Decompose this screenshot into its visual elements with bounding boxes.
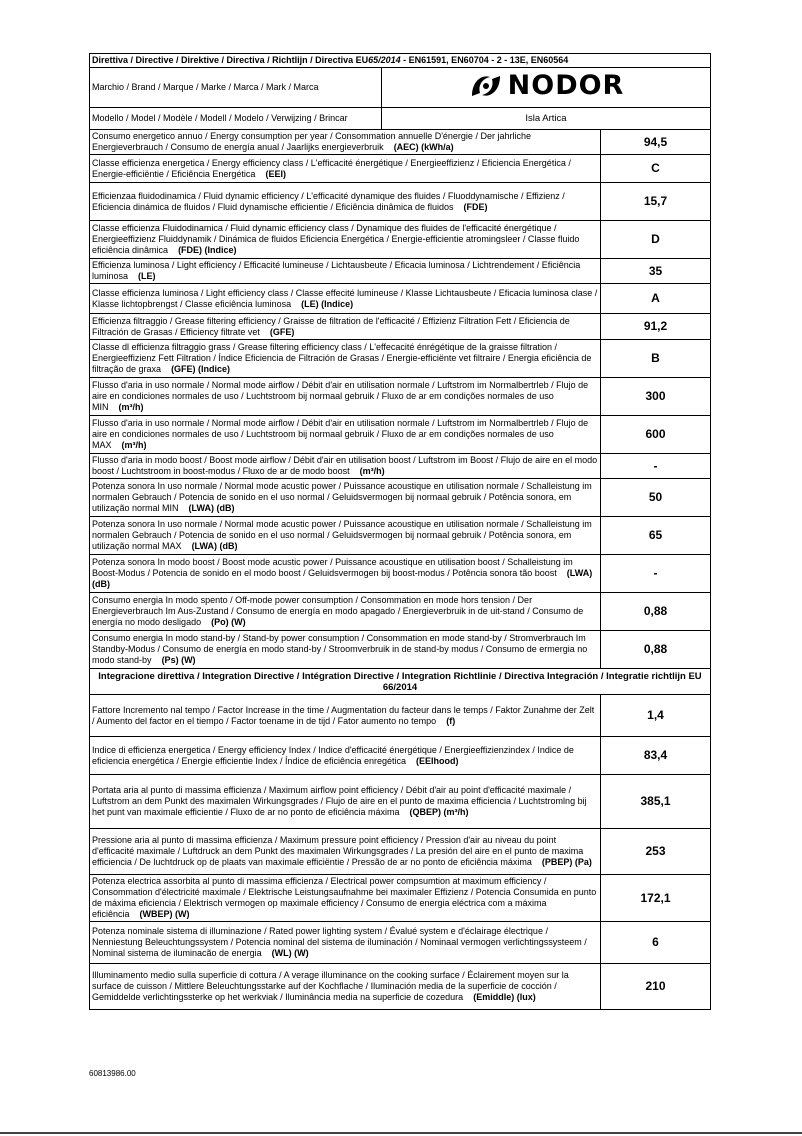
spec-symbol: (FDE) (Indice) bbox=[178, 245, 237, 255]
spec-text: Classe dl efficienza filtraggio grass / Grease filtering efficiency class / L'effecacité énrégétique de la graisse filtration / Energieeffizienz Fett Filtration / Índice Eficiencia de Filtración de Grasas / Energie-efficiënte vet filtraire / Energia eficiência de filtração de graxa bbox=[92, 342, 592, 374]
spec-description bbox=[90, 631, 601, 669]
spec-description bbox=[90, 593, 601, 631]
integration-section-row bbox=[90, 669, 711, 695]
spec-row bbox=[90, 695, 711, 737]
model-value: Isla Artica bbox=[382, 108, 711, 130]
spec-symbol: (m³/h) bbox=[359, 466, 385, 476]
spec-text: Pressione aria al punto di massima efficienza / Maximum pressure point efficiency / Pression d'air au niveau du point d'efficacité maximale / Luftdruck an dem Punkt des maximalen Wirkungsgrades / La presión del aire en el punto de maxima efficiencia / De luchtdruck op de plaats van maximale efficiëntie / Pressão de ar no ponto de eficiência máxima bbox=[92, 835, 584, 867]
spec-row bbox=[90, 221, 711, 259]
spec-symbol: (LE) (Indice) bbox=[301, 298, 354, 309]
spec-description bbox=[90, 259, 601, 284]
spec-value: 385,1 bbox=[601, 775, 711, 829]
spec-description bbox=[90, 416, 601, 454]
spec-text: Efficienza filtraggio / Grease filtering efficiency / Graisse de filtration de l'efficacité / Effizienz Filtration Fett / Eficiencia de Filtración de Grasas / Efficiency filtrate vet bbox=[92, 315, 570, 337]
spec-symbol: (m³/h) bbox=[118, 402, 144, 412]
spec-value: - bbox=[601, 555, 711, 593]
spec-text: Consumo energia In modo stand-by / Stand-by power consumption / Consommation en mode stand-by / Stromverbrauch Im Standby-Modus / Consumo de energía en modo stand-by / Stroomverbruik in de stand-by modus / Consumo de ermergia no modo stand-by bbox=[92, 633, 588, 665]
spec-value: 172,1 bbox=[601, 875, 711, 922]
spec-symbol: (AEC) (kWh/a) bbox=[393, 142, 454, 152]
spec-row bbox=[90, 922, 711, 964]
spec-description bbox=[90, 695, 601, 737]
spec-row bbox=[90, 631, 711, 669]
spec-symbol: (WBEP) (W) bbox=[139, 909, 190, 919]
spec-description bbox=[90, 155, 601, 183]
energy-label-sheet bbox=[89, 53, 710, 1010]
model-row bbox=[90, 108, 711, 130]
spec-text: Portata aria al punto di massima efficienza / Maximum airflow point efficiency / Débit d'air au point d'efficacité maximale / Luftstrom an dem Punkt des maximalen Wirkungsgrades / Flujo de aire en el punto de maxima efficiencia / Luchtstromlng bij het punt van maximale efficientie / Fluxo de ar no ponto de eficiência máxima bbox=[92, 785, 587, 817]
spec-value: B bbox=[601, 340, 711, 378]
spec-description bbox=[90, 340, 601, 378]
spec-description bbox=[90, 479, 601, 517]
spec-description bbox=[90, 875, 601, 922]
spec-symbol: (Po) (W) bbox=[211, 617, 246, 627]
spec-value: - bbox=[601, 454, 711, 479]
spec-text: Efficienza luminosa / Light efficiency / Efficacité lumineuse / Lichtausbeute / Eficacia luminosa / Lichtrendement / Eficiência luminosa bbox=[92, 260, 581, 281]
spec-text: Classe efficienza Fluidodinamica / Fluid dynamic efficiency class / Dynamique des fluides de l'efficacité énergétique / Energieeffizienz Fluiddynamik / Dinámica de fluidos Eficiencia Energética / Energie-efficientie atromingsleer / Classe fluido eficiência dinâmica bbox=[92, 223, 580, 255]
spec-value: 0,88 bbox=[601, 593, 711, 631]
spec-row bbox=[90, 340, 711, 378]
spec-value: 50 bbox=[601, 479, 711, 517]
spec-value: 210 bbox=[601, 964, 711, 1010]
spec-symbol: (Emiddle) (lux) bbox=[473, 992, 536, 1002]
spec-text: Potenza sonora In uso normale / Normal mode acustic power / Puissance acoustique en utilisation normale / Schalleistung im normalen Gebrauch / Potencia de sonido en el uso normal / Geluidsvermogen bij normaal gebruik / Potência sonora, em utilização normal MIN bbox=[92, 481, 592, 513]
model-label: Modello / Model / Modèle / Modell / Modelo / Verwijzing / Brincar bbox=[90, 108, 382, 130]
spec-text: Consumo energetico annuo / Energy consumption per year / Consommation annuelle D'énergie / Der jahrliche Energieverbrauch / Consumo de energía anual / Jaarlijks energieverbruik bbox=[92, 131, 531, 152]
spec-text: Consumo energia In modo spento / Off-mode power consumption / Consommation en mode hors tension / Der Energieverbrauch Im Aus-Zustand / Consumo de energía en modo apagado / Energieverbruik in de uit-stand / Consumo de energía no modo desligado bbox=[92, 595, 584, 627]
spec-text: Potenza sonora In modo boost / Boost mode acustic power / Puissance acoustique en utilisation boost / Schalleistung im Boost-Modus / Potencia de sonido en el modo boost / Geluidsvermogen bij boost-modus / Potência sonora tão boost bbox=[92, 557, 573, 578]
spec-value: 91,2 bbox=[601, 314, 711, 340]
spec-description bbox=[90, 221, 601, 259]
spec-row bbox=[90, 479, 711, 517]
spec-value: 15,7 bbox=[601, 183, 711, 221]
brand-label: Marchio / Brand / Marque / Marke / Marca / Mark / Marca bbox=[90, 68, 382, 108]
spec-text: Flusso d'aria in modo boost / Boost mode airflow / Débit d'air en utilisation boost / Luftstrom im Boost / Flujo de aire en el modo boost / Luchtstroom in boost-modus / Fluxo de ar de modo boost bbox=[92, 455, 598, 476]
spec-description bbox=[90, 378, 601, 416]
spec-symbol: (GFE) (Indice) bbox=[171, 364, 231, 374]
brand-logo-cell bbox=[382, 68, 711, 108]
spec-value: C bbox=[601, 155, 711, 183]
spec-row bbox=[90, 829, 711, 875]
spec-row bbox=[90, 964, 711, 1010]
spec-row bbox=[90, 775, 711, 829]
spec-description bbox=[90, 555, 601, 593]
spec-symbol: (FDE) bbox=[463, 201, 488, 212]
spec-symbol: (LE) bbox=[138, 271, 156, 281]
spec-description bbox=[90, 314, 601, 340]
spec-symbol: (f) bbox=[446, 715, 456, 726]
spec-row bbox=[90, 593, 711, 631]
spec-symbol: (LWA) (dB) bbox=[92, 568, 593, 589]
spec-row bbox=[90, 183, 711, 221]
spec-text: Potenza sonora In uso normale / Normal mode acustic power / Puissance acoustique en utilisation normale / Schalleistung im normalen Gebrauch / Potencia de sonido en el uso normal / Geluidsvermogen bij normaal gebruik / Potência sonora, em utilização normal MAX bbox=[92, 519, 592, 551]
spec-value: 0,88 bbox=[601, 631, 711, 669]
directive-row bbox=[90, 54, 711, 68]
spec-row bbox=[90, 416, 711, 454]
spec-description bbox=[90, 183, 601, 221]
spec-value: D bbox=[601, 221, 711, 259]
directive-header: Direttiva / Directive / Direktive / Directiva / Richtlijn / Directiva EU65/2014 - EN61591, EN60704 - 2 - 13E, EN60564 bbox=[90, 54, 711, 68]
spec-value: 65 bbox=[601, 517, 711, 555]
spec-row bbox=[90, 555, 711, 593]
brand-row bbox=[90, 68, 711, 108]
spec-value: 600 bbox=[601, 416, 711, 454]
integration-section-title: Integracione direttiva / Integration Directive / Intégration Directive / Integration Richtlinie / Directiva Integración / Integratie richtlijn EU 66/2014 bbox=[90, 669, 711, 695]
spec-text: Illuminamento medio sulla superficie di cottura / A verage illuminance on the cooking surface / Éclairement moyen sur la surface de cuisson / Mittlere Beleuchtungsstarke auf der Kochflache / Iluminación media de la superficie de cocción / Gemiddelde verlichtingssterke op het werkviak / Iluminância media na superficie de cozedura bbox=[92, 970, 569, 1002]
spec-row bbox=[90, 454, 711, 479]
nodor-swirl-icon bbox=[468, 71, 504, 101]
spec-value: 1,4 bbox=[601, 695, 711, 737]
spec-description bbox=[90, 517, 601, 555]
spec-description bbox=[90, 130, 601, 155]
spec-symbol: (Ps) (W) bbox=[161, 655, 196, 665]
spec-description bbox=[90, 454, 601, 479]
spec-text: Classe efficienza luminosa / Light efficiency class / Classe effecité lumineuse / Klasse Lichtausbeute / Eficacia luminosa clase / Klasse lichtopbrengst / Classe eficiência luminosa bbox=[92, 287, 598, 309]
spec-row bbox=[90, 875, 711, 922]
spec-description bbox=[90, 284, 601, 314]
spec-description bbox=[90, 737, 601, 775]
spec-text: Fattore Incremento nal tempo / Factor Increase in the time / Augmentation du facteur dans le temps / Faktor Zunahme der Zelt / Aumento del factor en el tiempo / Factor toename in de tijd / Fator aumento no tempo bbox=[92, 704, 595, 726]
page-bottom-rule bbox=[0, 1132, 802, 1134]
spec-symbol: (WL) (W) bbox=[271, 948, 309, 958]
document-code: 60813986.00 bbox=[89, 1069, 136, 1078]
spec-symbol: (m³/h) bbox=[121, 440, 147, 450]
spec-symbol: (LWA) (dB) bbox=[191, 541, 238, 551]
spec-value: 94,5 bbox=[601, 130, 711, 155]
spec-value: A bbox=[601, 284, 711, 314]
spec-text: Flusso d'aria in uso normale / Normal mode airflow / Débit d'air en utilisation normale / Luftstrom im Normalbertrleb / Flujo de aire en condiciones normales de uso / Luchtstroom bij normaal gebruik / Fluxo de ar em condições normales de uso MIN bbox=[92, 380, 589, 412]
spec-description bbox=[90, 964, 601, 1010]
spec-row bbox=[90, 737, 711, 775]
spec-text: Flusso d'aria in uso normale / Normal mode airflow / Débit d'air en utilisation normale / Luftstrom im Normalbertrleb / Flujo de aire en condiciones normales de uso / Luchtstroom bij normaal gebruik / Fluxo de ar em condições normales de uso MAX bbox=[92, 418, 589, 450]
spec-text: Indice di efficienza energetica / Energy efficiency Index / Indice d'efficacité énergétique / Energieeffizienzindex / Indice de eficiencia energética / Energie efficientie Index / Índice de eficiência enregética bbox=[92, 744, 574, 766]
spec-row bbox=[90, 314, 711, 340]
spec-value: 6 bbox=[601, 922, 711, 964]
spec-value: 300 bbox=[601, 378, 711, 416]
spec-value: 35 bbox=[601, 259, 711, 284]
spec-row bbox=[90, 259, 711, 284]
brand-logo bbox=[468, 71, 625, 101]
brand-name: NODOR bbox=[507, 70, 625, 101]
spec-text: Efficienzaa fluidodinamica / Fluid dynamic efficiency / L'efficacité dynamique des fluides / Fluoddynamische / Effizienz / Eficiencia dinámica de fluidos / Fluid dynamische efficientie / Eficiência dinâmica de fluidos bbox=[92, 190, 565, 212]
spec-description bbox=[90, 922, 601, 964]
spec-symbol: (GFE) bbox=[269, 326, 295, 337]
spec-description bbox=[90, 829, 601, 875]
spec-symbol: (QBEP) (m³/h) bbox=[409, 807, 469, 817]
spec-row bbox=[90, 155, 711, 183]
spec-symbol: (LWA) (dB) bbox=[188, 503, 235, 513]
spec-row bbox=[90, 378, 711, 416]
spec-text: Classe efficienza energetica / Energy efficiency class / L'efficacité énergétique / Energieeffizienz / Eficiencia Energética / Energie-efficiëntie / Eficiência Energética bbox=[92, 157, 571, 179]
spec-symbol: (PBEP) (Pa) bbox=[541, 857, 592, 867]
spec-value: 253 bbox=[601, 829, 711, 875]
spec-row bbox=[90, 130, 711, 155]
spec-text: Potenza nominale sistema di illuminazione / Rated power lighting system / Évalué system e d'éclairage électrique / Nenniestung Beleuchtungssystem / Potencia nominal del sistema de iluminación / Nominaal vermogen verlichtingssysteem / Nominal sistema de iluminacão de energia bbox=[92, 926, 587, 958]
spec-symbol: (EEI) bbox=[265, 168, 286, 179]
spec-value: 83,4 bbox=[601, 737, 711, 775]
spec-text: Potenza electrica assorbita al punto di massima efficienza / Electrical power compsumtion at maximum efficiency / Consommation d'électricité maximale / Elektrische Leistungsaufnahme bei maximaler Effizienz / Potencia Consumida en punto de máxima eficiencia / Elektrisch vermogen op maximale efficiency / Consumo de energia eléctrica com a máxima eficiência bbox=[92, 876, 597, 919]
product-data-table bbox=[89, 53, 711, 1010]
spec-description bbox=[90, 775, 601, 829]
spec-row bbox=[90, 517, 711, 555]
spec-row bbox=[90, 284, 711, 314]
spec-symbol: (EEIhood) bbox=[416, 755, 459, 766]
